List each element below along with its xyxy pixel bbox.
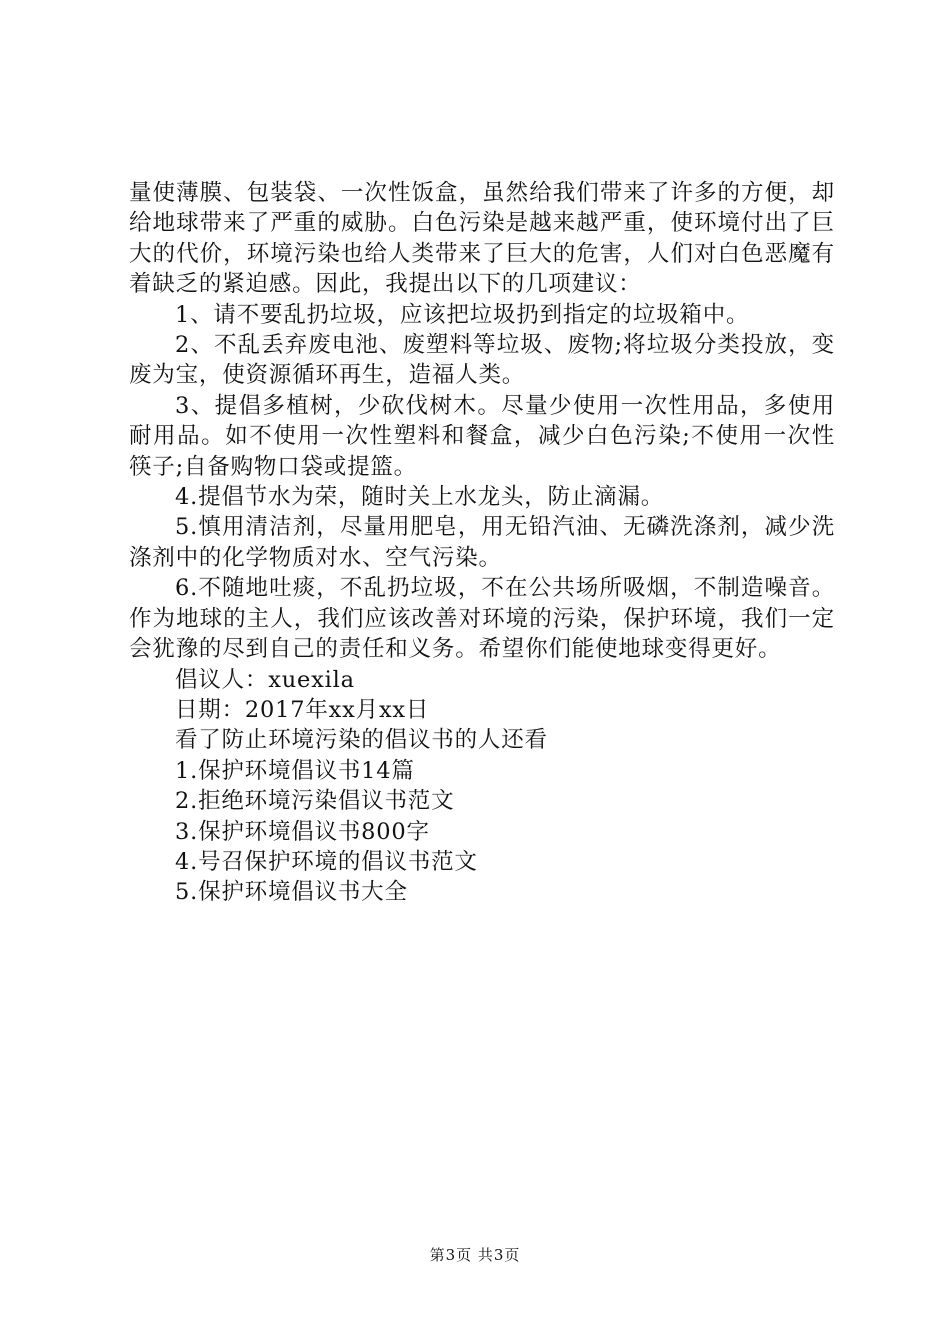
suggestion-1: 1、请不要乱扔垃圾，应该把垃圾扔到指定的垃圾箱中。 (175, 301, 750, 328)
related-heading: 看了防止环境污染的倡议书的人还看 (175, 727, 548, 754)
related-link-3[interactable]: 3.保护环境倡议书800字 (175, 818, 430, 845)
suggestion-5: 5.慎用清洁剂，尽量用肥皂，用无铅汽油、无磷洗涤剂，减少洗涤剂中的化学物质对水、空气污染。 (129, 514, 835, 571)
related-link-4[interactable]: 4.号召保护环境的倡议书范文 (175, 848, 478, 875)
suggestion-4: 4.提倡节水为荣，随时关上水龙头，防止滴漏。 (175, 484, 665, 511)
related-link-5[interactable]: 5.保护环境倡议书大全 (175, 879, 408, 906)
document-body (129, 178, 835, 908)
related-link-2[interactable]: 2.拒绝环境污染倡议书范文 (175, 788, 455, 815)
suggestion-6: 6.不随地吐痰，不乱扔垃圾，不在公共场所吸烟，不制造噪音。作为地球的主人，我们应该改善对环境的污染，保护环境，我们一定会犹豫的尽到自己的责任和义务。希望你们能使地球变得更好。 (129, 575, 835, 663)
suggestion-3: 3、提倡多植树，少砍伐树木。尽量少使用一次性用品，多使用耐用品。如不使用一次性塑料和餐盒，减少白色污染;不使用一次性筷子;自备购物口袋或提篮。 (129, 392, 835, 480)
page-footer: 第3页 共3页 (429, 1246, 521, 1264)
body-paragraph-intro: 量使薄膜、包装袋、一次性饭盒，虽然给我们带来了许多的方便，却给地球带来了严重的威胁。白色污染是越来越严重，使环境付出了巨大的代价，环境污染也给人类带来了巨大的危害，人们对白色恶魔有着缺乏的紧迫感。因此，我提出以下的几项建议： (129, 180, 835, 298)
date-line: 日期：2017年xx月xx日 (175, 696, 430, 723)
proposer-line: 倡议人：xuexila (175, 666, 355, 693)
related-link-1[interactable]: 1.保护环境倡议书14篇 (175, 757, 415, 784)
suggestion-2: 2、不乱丢弃废电池、废塑料等垃圾、废物;将垃圾分类投放，变废为宝，使资源循环再生，造福人类。 (129, 332, 835, 389)
